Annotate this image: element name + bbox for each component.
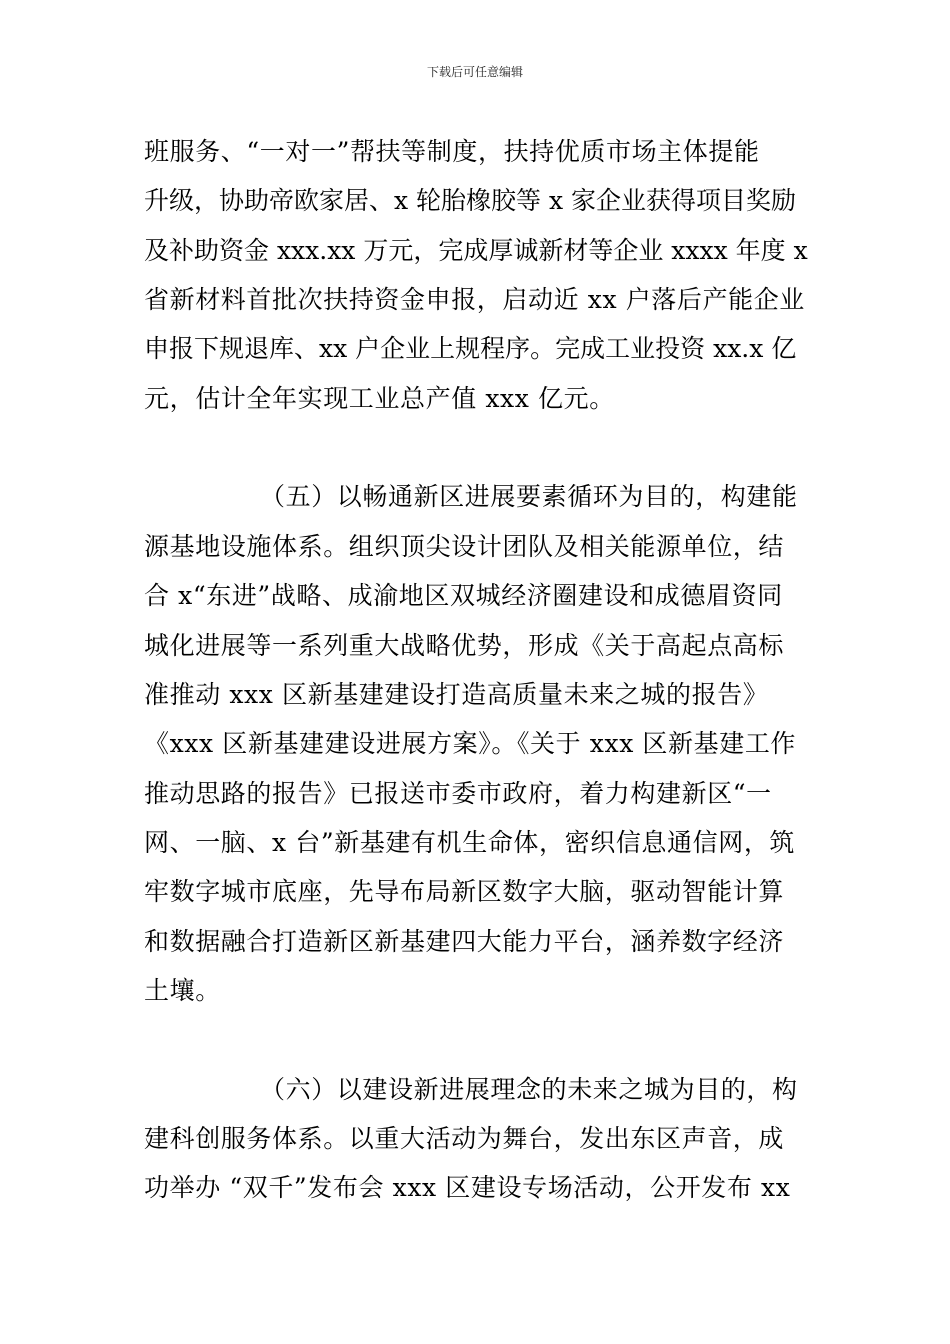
text-line: 功举办 “双千”发布会 xxx 区建设专场活动，公开发布 xx: [144, 1173, 791, 1202]
text-line: 网、一脑、x 台”新基建有机生命体，密织信息通信网，筑: [144, 828, 796, 857]
text-line: 升级，协助帝欧家居、x 轮胎橡胶等 x 家企业获得项目奖励: [144, 186, 797, 215]
text-line: 元，估计全年实现工业总产值 xxx 亿元。: [144, 384, 615, 413]
text-line: 申报下规退库、xx 户企业上规程序。完成工业投资 xx.x 亿: [144, 334, 797, 363]
section-heading-line: （五）以畅通新区进展要素循环为目的，构建能: [260, 482, 798, 511]
text-line: 省新材料首批次扶持资金申报，启动近 xx 户落后产能企业: [144, 285, 805, 314]
text-line: 源基地设施体系。组织顶尖设计团队及相关能源单位，结: [144, 532, 785, 561]
text-line: 推动思路的报告》已报送市委市政府，着力构建新区“一: [144, 779, 772, 808]
text-line: 和数据融合打造新区新基建四大能力平台，涵养数字经济: [144, 927, 785, 956]
text-line: 及补助资金 xxx.xx 万元，完成厚诚新材等企业 xxxx 年度 x: [144, 236, 808, 265]
text-line: 《xxx 区新基建建设进展方案》。《关于 xxx 区新基建工作: [144, 729, 797, 758]
text-line: 城化进展等一系列重大战略优势，形成《关于高起点高标: [144, 631, 785, 660]
section-heading-line: （六）以建设新进展理念的未来之城为目的，构: [260, 1075, 798, 1104]
text-line: 合 x“东进”战略、成渝地区双城经济圈建设和成德眉资同: [144, 581, 783, 610]
text-line: 建科创服务体系。以重大活动为舞台，发出东区声音，成: [144, 1124, 785, 1153]
page-header: 下载后可任意编辑: [426, 65, 523, 79]
text-line: 班服务、“一对一”帮扶等制度，扶持优质市场主体提能: [144, 137, 760, 166]
text-line: 牢数字城市底座，先导布局新区数字大脑，驱动智能计算: [144, 877, 785, 906]
text-line: 土壤。: [144, 976, 221, 1005]
text-line: 准推动 xxx 区新基建建设打造高质量未来之城的报告》: [144, 680, 769, 709]
